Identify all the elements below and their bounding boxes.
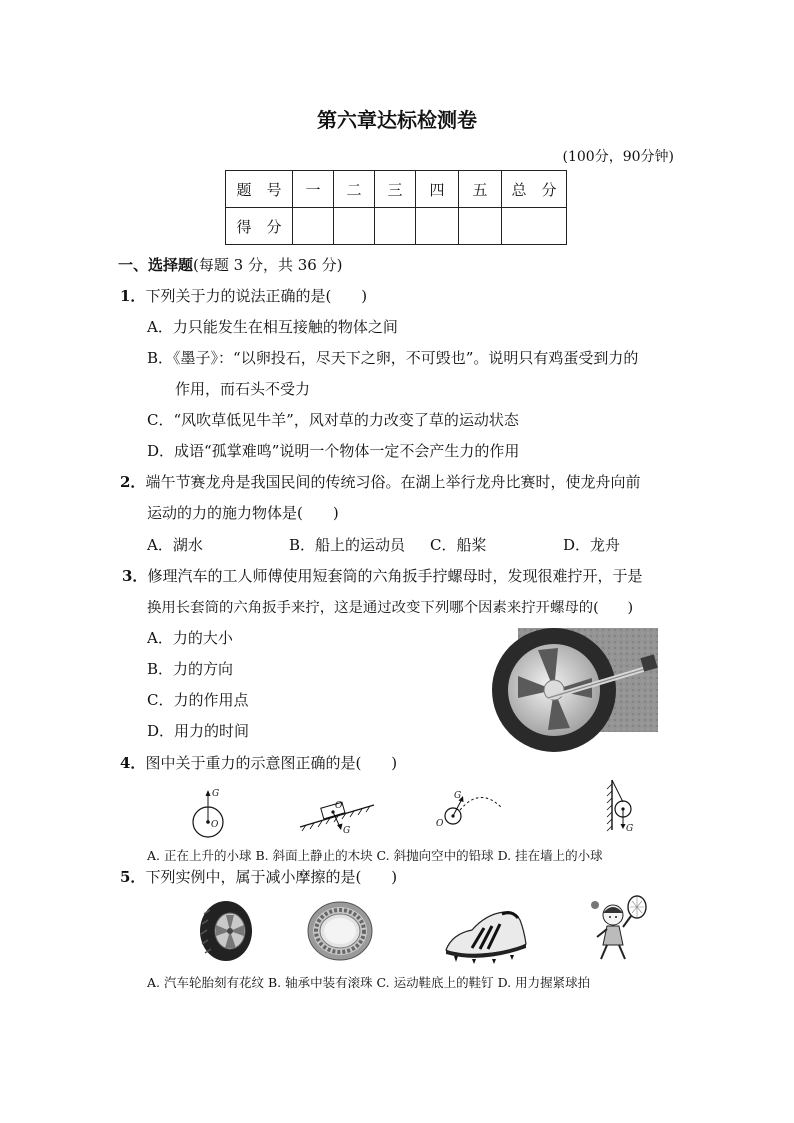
q3-stem-line2: 换用长套筒的六角扳手来拧，这是通过改变下列哪个因素来拧开螺母的( ) xyxy=(147,600,634,616)
q5-number: 5． xyxy=(120,868,146,886)
q2-option-b: B．船上的运动员 xyxy=(289,536,406,554)
score-header-label: 题 号 xyxy=(226,171,293,208)
exam-meta: (100分，90分钟) xyxy=(562,149,674,165)
q4-captions: A. 正在上升的小球 B. 斜面上静止的木块 C. 斜抛向空中的铅球 D. 挂在墙上的小球 xyxy=(147,848,603,863)
score-header-cell: 一 xyxy=(293,171,334,208)
q3-stem-1: 修理汽车的工人师傅使用短套筒的六角扳手拧螺母时，发现很难拧开，于是 xyxy=(147,567,643,585)
q2-stem-line2: 运动的力的施力物体是( ) xyxy=(147,504,339,522)
racket-player-image xyxy=(585,893,655,965)
q1-stem-line xyxy=(120,285,367,306)
q3-option-b: B．力的方向 xyxy=(147,660,234,678)
score-table-header-row xyxy=(226,171,567,208)
q2-stem-line1 xyxy=(120,471,640,492)
wheel-wrench-photo xyxy=(518,628,658,732)
score-table-score-row xyxy=(226,208,567,245)
q3-stem-line1 xyxy=(122,565,642,586)
score-header-cell: 三 xyxy=(375,171,416,208)
q4-stem-line xyxy=(120,752,397,773)
q3-option-d: D．用力的时间 xyxy=(147,722,250,740)
q2-option-d: D．龙舟 xyxy=(563,536,621,554)
gravity-diagram-a xyxy=(188,782,228,840)
gravity-diagram-d xyxy=(604,778,640,838)
score-cell xyxy=(375,208,416,245)
tire-image xyxy=(198,900,254,962)
section-title: 一、选择题 xyxy=(118,256,194,274)
q3-option-c: C．力的作用点 xyxy=(147,691,249,709)
spike-shoe-image xyxy=(442,904,528,964)
score-cell xyxy=(502,208,567,245)
q1-option-d: D．成语“孤掌难鸣”说明一个物体一定不会产生力的作用 xyxy=(147,442,520,460)
score-header-total: 总 分 xyxy=(502,171,567,208)
q2-option-c: C．船桨 xyxy=(430,536,487,554)
score-header-cell: 二 xyxy=(334,171,375,208)
q1-option-b-line2: 作用，而石头不受力 xyxy=(175,380,311,398)
score-cell xyxy=(459,208,502,245)
q2-number: 2． xyxy=(120,473,146,491)
label-g: G xyxy=(343,826,351,836)
label-o: O xyxy=(436,819,444,829)
q2-stem-1: 端午节赛龙舟是我国民间的传统习俗。在湖上举行龙舟比赛时，使龙舟向前 xyxy=(145,473,641,491)
score-header-cell: 五 xyxy=(459,171,502,208)
page-title: 第六章达标检测卷 xyxy=(317,108,477,132)
q3-option-a: A．力的大小 xyxy=(147,629,233,647)
q2-option-a: A．湖水 xyxy=(147,536,203,554)
score-cell xyxy=(416,208,459,245)
score-cell xyxy=(334,208,375,245)
q1-stem: 下列关于力的说法正确的是( ) xyxy=(145,287,368,305)
bearing-image xyxy=(306,900,374,962)
q3-number: 3． xyxy=(122,567,148,585)
label-g: G xyxy=(212,789,220,799)
q5-stem-line xyxy=(120,866,397,887)
q5-captions: A. 汽车轮胎刻有花纹 B. 轴承中装有滚珠 C. 运动鞋底上的鞋钉 D. 用力握紧球拍 xyxy=(147,975,591,990)
q1-option-c: C．“风吹草低见牛羊”，风对草的力改变了草的运动状态 xyxy=(147,411,519,429)
label-o: O xyxy=(211,820,219,830)
gravity-diagram-c xyxy=(434,786,506,832)
q1-option-a: A．力只能发生在相互接触的物体之间 xyxy=(147,318,398,336)
score-header-cell: 四 xyxy=(416,171,459,208)
section-note: (每题 3 分，共 36 分) xyxy=(193,256,343,274)
q4-number: 4． xyxy=(120,754,146,772)
q1-option-b-line1: B．《墨子》：“以卵投石，尽天下之卵，不可毁也”。说明只有鸡蛋受到力的 xyxy=(147,349,639,367)
q4-stem: 图中关于重力的示意图正确的是( ) xyxy=(145,754,398,772)
q1-number: 1． xyxy=(120,287,146,305)
score-cell xyxy=(293,208,334,245)
gravity-diagram-b xyxy=(298,795,376,837)
label-g: G xyxy=(626,824,634,834)
section-heading xyxy=(118,254,342,275)
score-row-label: 得 分 xyxy=(226,208,293,245)
score-table xyxy=(225,170,567,245)
label-g: G xyxy=(454,791,462,801)
label-o: O xyxy=(335,801,343,811)
q5-stem: 下列实例中，属于减小摩擦的是( ) xyxy=(145,868,398,886)
